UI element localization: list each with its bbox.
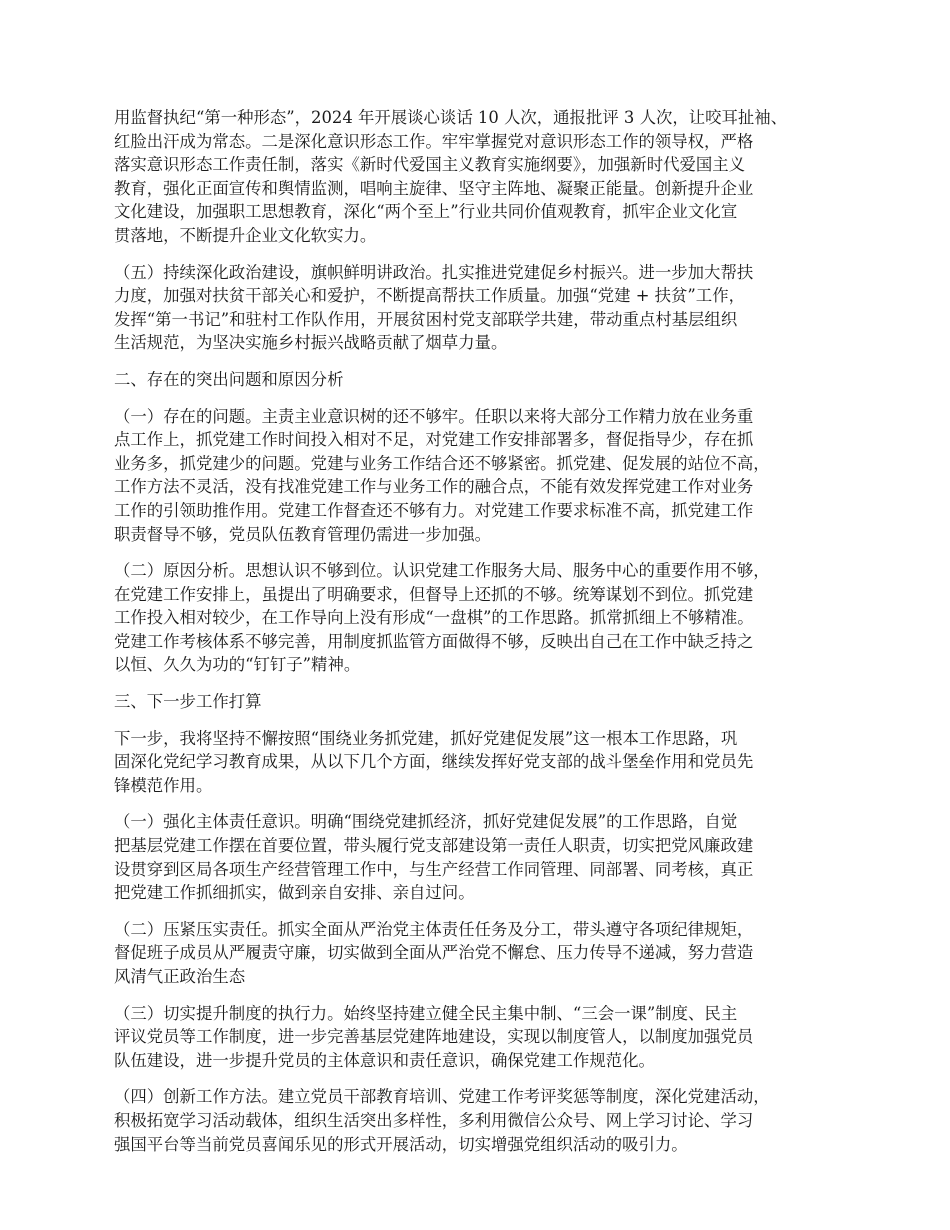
text-line: （二）原因分析。思想认识不够到位。认识党建工作服务大局、服务中心的重要作用不够， [114,561,770,581]
document-page [114,106,859,1169]
text-line: 设贯穿到区局各项生产经营管理工作中，与生产经营工作同管理、同部署、同考核，真正 [114,859,754,879]
paragraph-next-steps-intro [114,727,859,798]
text-line: （一）存在的问题。主责主业意识树的还不够牢。任职以来将大部分工作精力放在业务重 [114,406,754,426]
text-line: 把基层党建工作摆在首要位置，带头履行党支部建设第一责任人职责，切实把党风廉政建 [114,836,754,856]
text-line: 风清气正政治生态 [114,967,246,986]
paragraph-main-responsibility [114,810,859,904]
paragraph-system-execution [114,1002,859,1073]
paragraph-cause-analysis [114,559,859,677]
text-line: 力度，加强对扶贫干部关心和爱护，不断提高帮扶工作质量。加强“党建 + 扶贫”工作， [114,286,745,306]
text-line: （二）压紧压实责任。抓实全面从严治党主体责任任务及分工，带头遵守各项纪律规矩， [114,919,754,939]
text-line: 下一步，我将坚持不懈按照“围绕业务抓党建，抓好党建促发展”这一根本工作思路，巩 [114,728,738,748]
text-line: （三）切实提升制度的执行力。始终坚持建立健全民主集中制、“三会一课”制度、民主 [114,1003,738,1023]
text-line: 队伍建设，进一步提升党员的主体意识和责任意识，确保党建工作规范化。 [114,1050,655,1070]
text-line: 业务多，抓党建少的问题。党建与业务工作结合还不够紧密。抓党建、促发展的站位不高， [114,453,770,473]
text-line: 强国平台等当前党员喜闻乐见的形式开展活动，切实增强党组织活动的吸引力。 [114,1134,688,1154]
text-line: 督促班子成员从严履责守廉，切实做到全面从严治党不懈怠、压力传导不递减，努力营造 [114,943,754,963]
heading-text: 二、存在的突出问题和原因分析 [114,369,344,389]
paragraph-political-construction [114,261,859,355]
paragraph-compact-responsibility [114,918,859,989]
section-heading-problems [114,368,859,392]
text-line: 文化建设，加强职工思想教育，深化“两个至上”行业共同价值观教育，抓牢企业文化宣 [114,202,738,222]
text-line: 把党建工作抓细抓实，做到亲自安排、亲自过问。 [114,883,475,903]
text-line: 教育，强化正面宣传和舆情监测，唱响主旋律、坚守主阵地、凝聚正能量。创新提升企业 [114,178,754,198]
text-line: 贯落地，不断提升企业文化软实力。 [114,225,377,245]
text-line: 发挥“第一书记”和驻村工作队作用，开展贫困村党支部联学共建，带动重点村基层组织 [114,309,738,329]
text-line: 工作方法不灵活，没有找准党建工作与业务工作的融合点，不能有效发挥党建工作对业务 [114,477,754,497]
paragraph-innovation-methods [114,1085,859,1156]
paragraph-ideology-work [114,106,859,248]
text-line: 工作投入相对较少，在工作导向上没有形成“一盘棋”的工作思路。抓常抓细上不够精准。 [114,608,754,628]
text-line: 生活规范，为坚决实施乡村振兴战略贡献了烟草力量。 [114,333,508,353]
text-line: 锋模范作用。 [114,775,213,795]
text-line: （一）强化主体责任意识。明确“围绕党建抓经济，抓好党建促发展”的工作思路，自觉 [114,812,738,832]
text-line: 落实意识形态工作责任制，落实《新时代爱国主义教育实施纲要》，加强新时代爱国主义 [114,155,746,175]
text-line: （五）持续深化政治建设，旗帜鲜明讲政治。扎实推进党建促乡村振兴。进一步加大帮扶 [114,262,754,282]
text-line: 工作的引领助推作用。党建工作督查还不够有力。对党建工作要求标准不高，抓党建工作 [114,500,754,520]
text-line: 点工作上，抓党建工作时间投入相对不足，对党建工作安排部署多，督促指导少，存在抓 [114,430,754,450]
text-line: 固深化党纪学习教育成果，从以下几个方面，继续发挥好党支部的战斗堡垒作用和党员先 [114,752,754,772]
text-line: （四）创新工作方法。建立党员干部教育培训、党建工作考评奖惩等制度，深化党建活动， [114,1087,770,1107]
text-line: 以恒、久久为功的“钉钉子”精神。 [114,655,361,675]
text-line: 积极拓宽学习活动载体，组织生活突出多样性，多利用微信公众号、网上学习讨论、学习 [114,1110,754,1130]
text-line: 用监督执纪“第一种形态”，2024 年开展谈心谈话 10 人次，通报批评 3 人次，让咬耳扯袖、 [114,108,788,127]
text-line: 红脸出汗成为常态。二是深化意识形态工作。牢牢掌握党对意识形态工作的领导权，严格 [114,131,754,151]
text-line: 在党建工作安排上，虽提出了明确要求，但督导上还抓的不够。统筹谋划不到位。抓党建 [114,584,754,604]
heading-text: 三、下一步工作打算 [114,692,262,712]
text-line: 职责督导不够，党员队伍教育管理仍需进一步加强。 [114,524,491,544]
text-line: 党建工作考核体系不够完善，用制度抓监管方面做得不够，反映出自己在工作中缺乏持之 [114,631,754,651]
text-line: 评议党员等工作制度，进一步完善基层党建阵地建设，实现以制度管人，以制度加强党员 [114,1027,754,1047]
paragraph-existing-problems [114,405,859,547]
section-heading-next-steps [114,690,859,714]
